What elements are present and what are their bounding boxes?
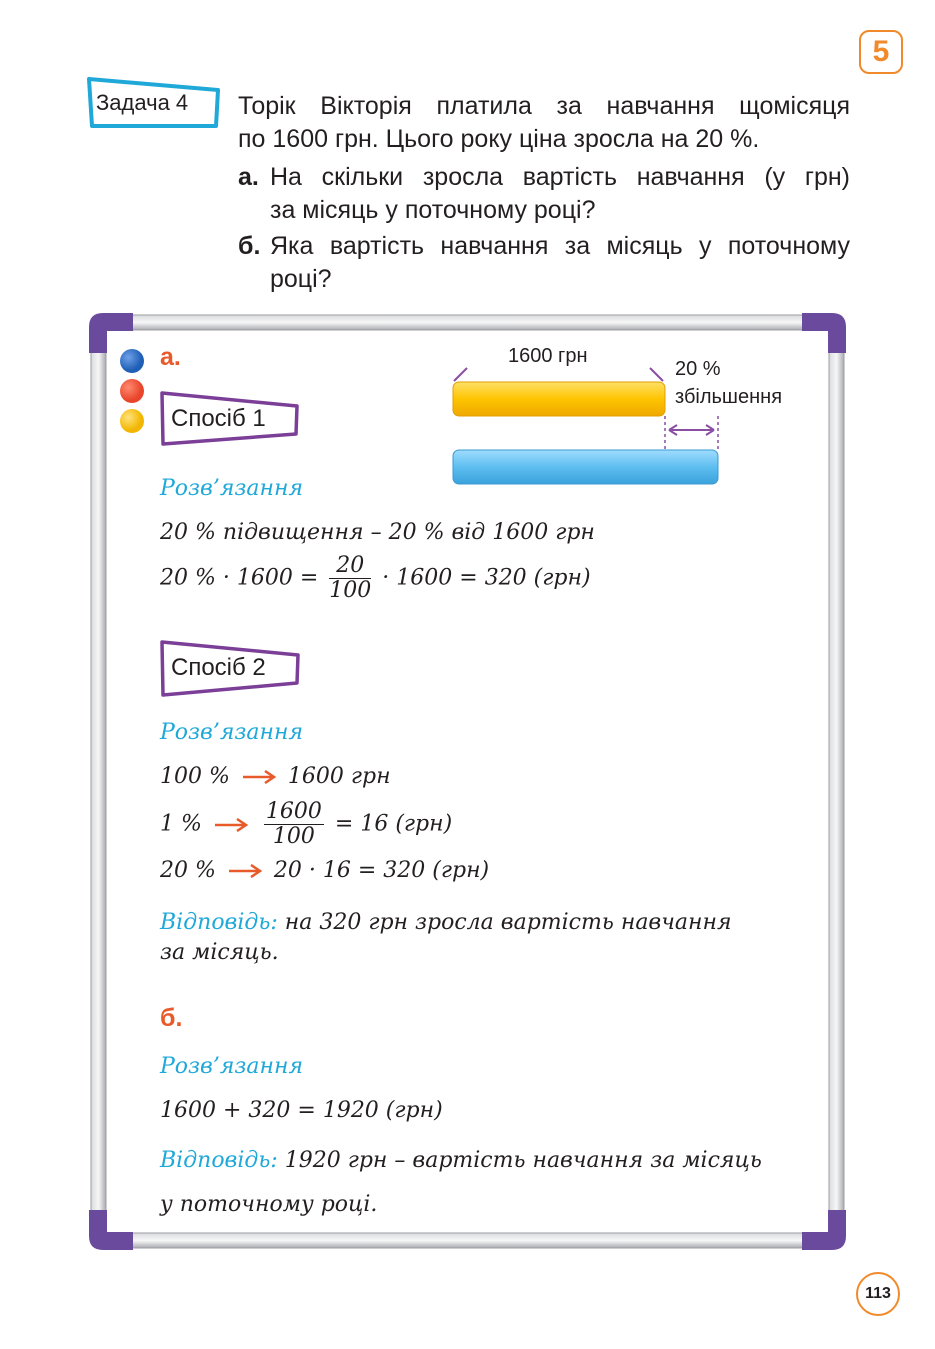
- answer-b-line-1: [160, 1148, 762, 1173]
- solution-2-fraction: [264, 800, 324, 849]
- arrow-right-icon: [213, 818, 249, 832]
- solution-3-heading: Розв’язання: [160, 1054, 304, 1079]
- blue-bullet-icon: [120, 349, 144, 373]
- answer-a-text-1: на 320 грн зросла вартість навчання: [284, 910, 732, 935]
- question-b-line-1: Яка вартість навчання за місяць у поточному: [270, 232, 850, 260]
- answer-a-text-2: за місяць.: [160, 940, 279, 965]
- solution-1-line-2: [160, 554, 591, 603]
- question-a-marker: а.: [238, 163, 259, 191]
- answer-a-line-1: [160, 910, 732, 935]
- answer-a-label: Відповідь:: [160, 910, 278, 935]
- solution-2-heading: Розв’язання: [160, 720, 304, 745]
- answer-b-text-1: 1920 грн – вартість навчання за місяць: [284, 1148, 762, 1173]
- question-b-line-2: році?: [270, 265, 332, 293]
- answer-b-text-2: у поточному році.: [160, 1192, 378, 1217]
- fraction-denominator: 100: [272, 824, 315, 849]
- solution-1-fraction: [329, 554, 371, 603]
- solution-1-line-2-right: · 1600 = 320 (грн): [382, 565, 591, 591]
- solution-2-line-3-right: 20 · 16 = 320 (грн): [273, 858, 490, 883]
- fraction-numerator: 1600: [265, 799, 322, 824]
- method-2-box: [159, 639, 299, 697]
- arrow-right-icon: [241, 770, 277, 784]
- solution-1-line-2-left: 20 % · 1600 =: [160, 565, 319, 591]
- solution-2-line-3: [160, 858, 489, 883]
- task-label-text: Задача 4: [96, 90, 189, 115]
- solution-1-line-1: 20 % підвищення – 20 % від 1600 грн: [160, 520, 595, 545]
- chapter-badge: 5: [859, 30, 903, 74]
- bar-diagram: [445, 360, 730, 490]
- bar-increased: [453, 450, 718, 484]
- arrow-right-icon: [227, 864, 263, 878]
- question-a-line-1: На скільки зросла вартість навчання (у грн): [270, 163, 850, 191]
- method-1-label: Спосіб 1: [171, 405, 266, 432]
- page-number: 113: [856, 1272, 900, 1316]
- solution-2-line-1: [160, 764, 391, 789]
- method-1-box: [159, 390, 299, 448]
- red-bullet-icon: [120, 379, 144, 403]
- solution-2-line-3-left: 20 %: [160, 858, 216, 883]
- fraction-numerator: 20: [329, 554, 371, 579]
- answer-b-label: Відповідь:: [160, 1148, 278, 1173]
- part-b-marker: б.: [160, 1004, 183, 1032]
- diagram-increase-label: збільшення: [675, 386, 783, 408]
- solution-2-line-2: [160, 800, 452, 849]
- fraction-denominator: 100: [329, 578, 372, 603]
- task-text-line-1: Торік Вікторія платила за навчання щомісяця: [238, 92, 850, 120]
- solution-1-heading: Розв’язання: [160, 476, 304, 501]
- solution-2-line-2-left: 1 %: [160, 811, 202, 837]
- solution-2-line-1-right: 1600 грн: [287, 764, 391, 789]
- question-b-marker: б.: [238, 232, 261, 260]
- yellow-bullet-icon: [120, 409, 144, 433]
- task-text-line-2: по 1600 грн. Цього року ціна зросла на 20 %.: [238, 125, 760, 153]
- bar-base: [453, 382, 665, 416]
- diagram-top-label: 1600 грн: [508, 345, 588, 367]
- question-a-line-2: за місяць у поточному році?: [270, 196, 596, 224]
- part-a-marker: а.: [160, 343, 181, 371]
- solution-2-line-1-left: 100 %: [160, 764, 230, 789]
- method-2-label: Спосіб 2: [171, 654, 266, 681]
- solution-2-line-2-right: = 16 (грн): [334, 811, 453, 837]
- solution-3-line-1: 1600 + 320 = 1920 (грн): [160, 1098, 443, 1123]
- task-label: [86, 76, 224, 130]
- diagram-percent-label: 20 %: [675, 358, 721, 380]
